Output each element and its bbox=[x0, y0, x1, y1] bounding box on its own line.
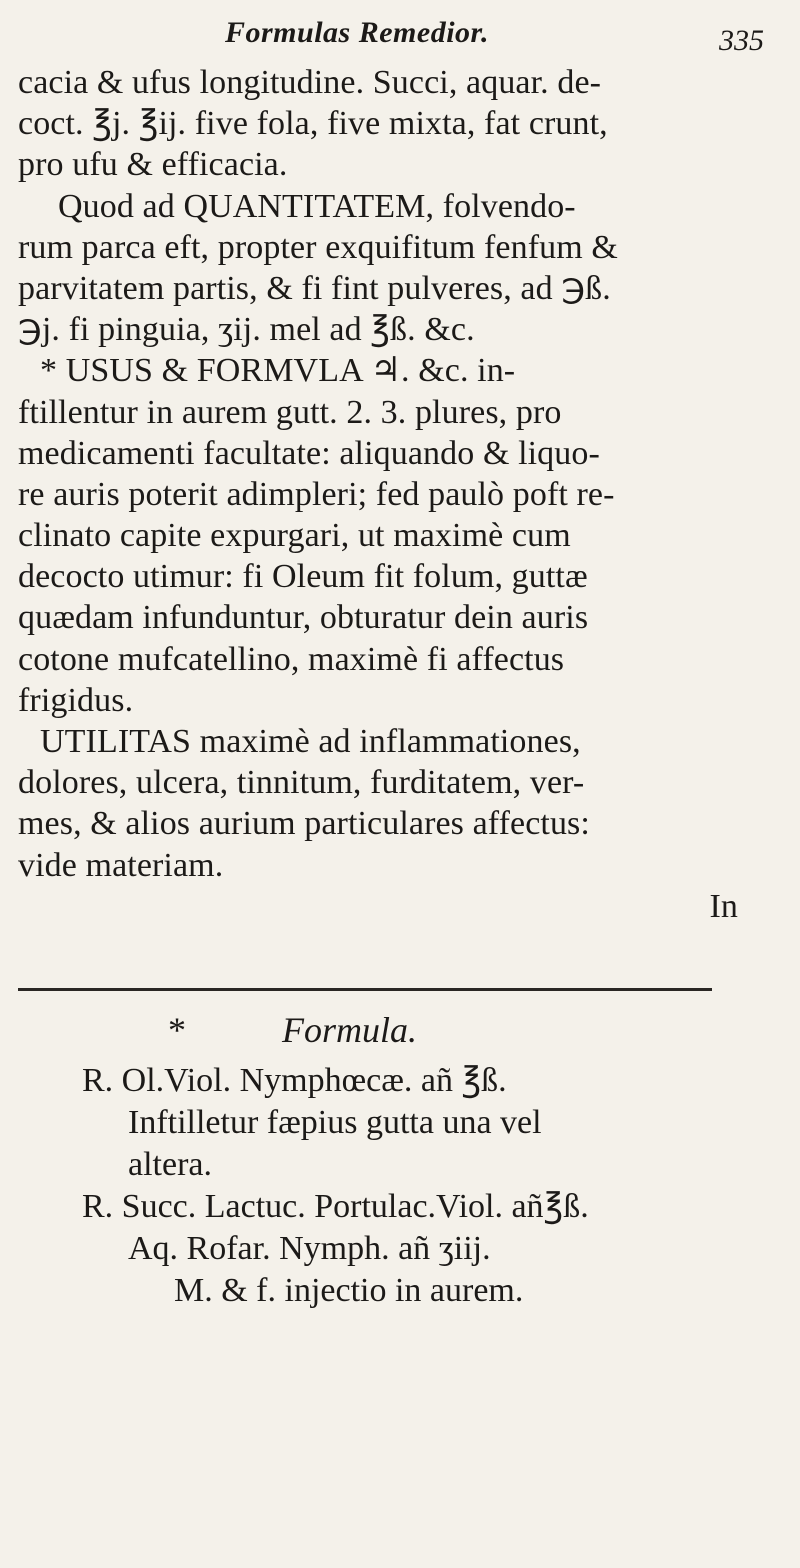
recipe-line: R. Ol.Viol. Nymphœcæ. añ ℥ß. bbox=[82, 1062, 507, 1099]
text-line: * USUS & FORMVLA ♃. &c. in- bbox=[40, 352, 516, 390]
footnote-star: * bbox=[168, 1010, 186, 1050]
text-line: re auris poterit adimpleri; fed paulò poft re- bbox=[18, 475, 615, 513]
text-line: frigidus. bbox=[18, 681, 134, 719]
recipe-line: R. Succ. Lactuc. Portulac.Viol. añ℥ß. bbox=[82, 1188, 589, 1225]
text-line: ℈j. fi pinguia, ʒij. mel ad ℥ß. &c. bbox=[18, 311, 475, 349]
text-line: parvitatem partis, & fi fint pulveres, ad ℈ß. bbox=[18, 269, 611, 307]
text-line: quædam infunduntur, obturatur dein auris bbox=[18, 599, 589, 637]
text-line: mes, & alios aurium particulares affectus: bbox=[18, 805, 590, 843]
catchword: In bbox=[709, 887, 738, 925]
text-line: Quod ad QUANTITATEM, folvendo- bbox=[58, 187, 576, 225]
page-header bbox=[0, 16, 800, 62]
recipe-line: altera. bbox=[128, 1146, 212, 1183]
recipe-line: Inftilletur fæpius gutta una vel bbox=[128, 1104, 542, 1141]
text-line: cacia & ufus longitudine. Succi, aquar. de- bbox=[18, 64, 602, 101]
text-line: rum parca eft, propter exquifitum fenfum & bbox=[18, 228, 618, 266]
text-line: ftillentur in aurem gutt. 2. 3. plures, pro bbox=[18, 393, 562, 431]
formula-heading bbox=[18, 1000, 778, 1060]
section-divider bbox=[18, 988, 712, 991]
page-number: 335 bbox=[719, 24, 764, 57]
text-line: coct. ℥j. ℥ij. five fola, five mixta, fat crunt, bbox=[18, 105, 608, 143]
text-line: dolores, ulcera, tinnitum, furditatem, ver- bbox=[18, 764, 585, 802]
text-line: pro ufu & efficacia. bbox=[18, 146, 288, 184]
running-title: Formulas Remedior. bbox=[225, 16, 490, 49]
text-line: UTILITAS maximè ad inflammationes, bbox=[40, 723, 581, 760]
formula-section bbox=[18, 1000, 778, 1312]
recipe-line: M. & f. injectio in aurem. bbox=[174, 1272, 524, 1309]
recipe-line: Aq. Rofar. Nymph. añ ʒiij. bbox=[128, 1230, 491, 1267]
text-line: clinato capite expurgari, ut maximè cum bbox=[18, 517, 571, 555]
text-line: vide materiam. bbox=[18, 846, 224, 884]
formula-title: Formula. bbox=[282, 1010, 417, 1050]
text-line: cotone mufcatellino, maximè fi affectus bbox=[18, 640, 565, 678]
body-text bbox=[18, 62, 778, 927]
text-line: decocto utimur: fi Oleum fit folum, guttæ bbox=[18, 558, 588, 596]
text-line: medicamenti facultate: aliquando & liquo- bbox=[18, 434, 600, 472]
